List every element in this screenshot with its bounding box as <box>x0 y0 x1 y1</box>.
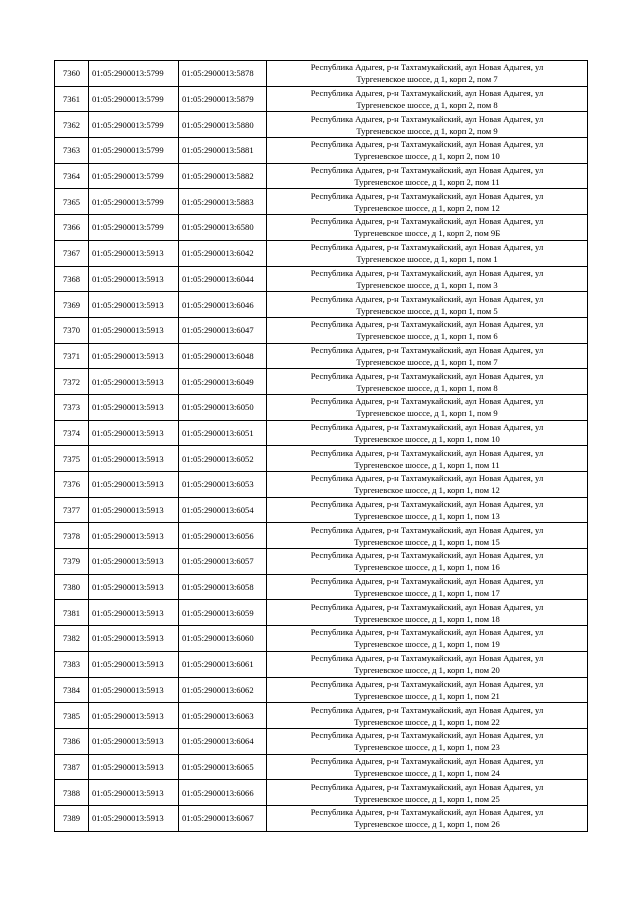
cadastral-number: 01:05:2900013:6062 <box>179 677 267 703</box>
address-line-1: Республика Адыгея, р-н Тахтамукайский, аул Новая Адыгея, ул <box>310 524 544 535</box>
address-cell <box>267 780 588 806</box>
table-row <box>55 549 588 575</box>
cadastral-number: 01:05:2900013:6064 <box>179 728 267 754</box>
row-number: 7371 <box>55 343 89 369</box>
address-line-2: Тургеневское шоссе, д 1, корп 2, пом 12 <box>354 202 500 213</box>
address-line-1: Республика Адыгея, р-н Тахтамукайский, аул Новая Адыгея, ул <box>310 550 544 561</box>
address-line-2: Тургеневское шоссе, д 1, корп 1, пом 24 <box>354 767 500 778</box>
table-row <box>55 420 588 446</box>
cadastral-number: 01:05:2900013:6050 <box>179 394 267 420</box>
address-line-2: Тургеневское шоссе, д 1, корп 1, пом 9 <box>356 408 498 419</box>
cadastral-number: 01:05:2900013:5882 <box>179 163 267 189</box>
row-number: 7382 <box>55 626 89 652</box>
row-number: 7377 <box>55 497 89 523</box>
table-row <box>55 369 588 395</box>
cadastral-number: 01:05:2900013:6580 <box>179 215 267 241</box>
table-row <box>55 163 588 189</box>
row-number: 7368 <box>55 266 89 292</box>
cadastral-number: 01:05:2900013:6042 <box>179 240 267 266</box>
address-line-1: Республика Адыгея, р-н Тахтамукайский, аул Новая Адыгея, ул <box>310 293 544 304</box>
address-line-2: Тургеневское шоссе, д 1, корп 1, пом 25 <box>354 793 500 804</box>
address-cell <box>267 86 588 112</box>
row-number: 7381 <box>55 600 89 626</box>
table-row <box>55 317 588 343</box>
cadastral-number: 01:05:2900013:6067 <box>179 805 267 831</box>
cadastral-number: 01:05:2900013:6044 <box>179 266 267 292</box>
parent-cadastral-number: 01:05:2900013:5913 <box>89 394 179 420</box>
address-line-2: Тургеневское шоссе, д 1, корп 1, пом 12 <box>354 485 500 496</box>
parent-cadastral-number: 01:05:2900013:5799 <box>89 61 179 87</box>
table-row <box>55 523 588 549</box>
row-number: 7384 <box>55 677 89 703</box>
table-row <box>55 600 588 626</box>
address-line-1: Республика Адыгея, р-н Тахтамукайский, аул Новая Адыгея, ул <box>310 627 544 638</box>
address-line-2: Тургеневское шоссе, д 1, корп 2, пом 7 <box>356 74 498 85</box>
table-row <box>55 266 588 292</box>
table-row <box>55 703 588 729</box>
address-line-2: Тургеневское шоссе, д 1, корп 1, пом 21 <box>354 690 500 701</box>
row-number: 7375 <box>55 446 89 472</box>
row-number: 7387 <box>55 754 89 780</box>
table-row <box>55 112 588 138</box>
address-cell <box>267 369 588 395</box>
address-cell <box>267 651 588 677</box>
address-cell <box>267 189 588 215</box>
address-line-2: Тургеневское шоссе, д 1, корп 2, пом 10 <box>354 151 500 162</box>
cadastral-number: 01:05:2900013:6065 <box>179 754 267 780</box>
address-line-1: Республика Адыгея, р-н Тахтамукайский, аул Новая Адыгея, ул <box>310 576 544 587</box>
parent-cadastral-number: 01:05:2900013:5913 <box>89 266 179 292</box>
cadastral-number: 01:05:2900013:6063 <box>179 703 267 729</box>
address-cell <box>267 677 588 703</box>
parent-cadastral-number: 01:05:2900013:5913 <box>89 703 179 729</box>
address-line-2: Тургеневское шоссе, д 1, корп 2, пом 8 <box>356 100 498 111</box>
address-line-1: Республика Адыгея, р-н Тахтамукайский, аул Новая Адыгея, ул <box>310 499 544 510</box>
address-cell <box>267 163 588 189</box>
address-line-1: Республика Адыгея, р-н Тахтамукайский, аул Новая Адыгея, ул <box>310 370 544 381</box>
table-row <box>55 472 588 498</box>
address-cell <box>267 446 588 472</box>
address-cell <box>267 240 588 266</box>
address-line-1: Республика Адыгея, р-н Тахтамукайский, аул Новая Адыгея, ул <box>310 396 544 407</box>
table-row <box>55 343 588 369</box>
address-line-1: Республика Адыгея, р-н Тахтамукайский, аул Новая Адыгея, ул <box>310 421 544 432</box>
parent-cadastral-number: 01:05:2900013:5799 <box>89 86 179 112</box>
address-line-1: Республика Адыгея, р-н Тахтамукайский, аул Новая Адыгея, ул <box>310 704 544 715</box>
parent-cadastral-number: 01:05:2900013:5913 <box>89 549 179 575</box>
row-number: 7363 <box>55 138 89 164</box>
address-line-1: Республика Адыгея, р-н Тахтамукайский, аул Новая Адыгея, ул <box>310 190 544 201</box>
row-number: 7385 <box>55 703 89 729</box>
row-number: 7367 <box>55 240 89 266</box>
address-line-2: Тургеневское шоссе, д 1, корп 1, пом 6 <box>356 331 498 342</box>
row-number: 7361 <box>55 86 89 112</box>
address-line-2: Тургеневское шоссе, д 1, корп 1, пом 23 <box>354 742 500 753</box>
address-line-2: Тургеневское шоссе, д 1, корп 2, пом 9Б <box>353 228 501 239</box>
parent-cadastral-number: 01:05:2900013:5913 <box>89 805 179 831</box>
address-line-2: Тургеневское шоссе, д 1, корп 1, пом 22 <box>354 716 500 727</box>
address-line-1: Республика Адыгея, р-н Тахтамукайский, аул Новая Адыгея, ул <box>310 319 544 330</box>
parent-cadastral-number: 01:05:2900013:5913 <box>89 728 179 754</box>
parent-cadastral-number: 01:05:2900013:5913 <box>89 292 179 318</box>
table-row <box>55 651 588 677</box>
cadastral-number: 01:05:2900013:6058 <box>179 574 267 600</box>
address-line-1: Республика Адыгея, р-н Тахтамукайский, аул Новая Адыгея, ул <box>310 88 544 99</box>
address-cell <box>267 420 588 446</box>
cadastral-number: 01:05:2900013:6046 <box>179 292 267 318</box>
parent-cadastral-number: 01:05:2900013:5913 <box>89 420 179 446</box>
cadastral-number: 01:05:2900013:5880 <box>179 112 267 138</box>
address-line-2: Тургеневское шоссе, д 1, корп 1, пом 16 <box>354 562 500 573</box>
cadastral-number: 01:05:2900013:6056 <box>179 523 267 549</box>
table-row <box>55 754 588 780</box>
address-cell <box>267 805 588 831</box>
row-number: 7362 <box>55 112 89 138</box>
document-table-container <box>54 60 587 832</box>
address-line-2: Тургеневское шоссе, д 1, корп 1, пом 17 <box>354 588 500 599</box>
cadastral-number: 01:05:2900013:6057 <box>179 549 267 575</box>
parent-cadastral-number: 01:05:2900013:5799 <box>89 189 179 215</box>
address-line-2: Тургеневское шоссе, д 1, корп 1, пом 19 <box>354 639 500 650</box>
address-line-1: Республика Адыгея, р-н Тахтамукайский, аул Новая Адыгея, ул <box>310 781 544 792</box>
address-cell <box>267 523 588 549</box>
address-cell <box>267 112 588 138</box>
address-cell <box>267 138 588 164</box>
address-line-2: Тургеневское шоссе, д 1, корп 1, пом 26 <box>354 819 500 830</box>
parent-cadastral-number: 01:05:2900013:5913 <box>89 369 179 395</box>
row-number: 7380 <box>55 574 89 600</box>
table-row <box>55 394 588 420</box>
cadastral-number: 01:05:2900013:6053 <box>179 472 267 498</box>
address-line-1: Республика Адыгея, р-н Тахтамукайский, аул Новая Адыгея, ул <box>310 653 544 664</box>
cadastral-number: 01:05:2900013:6051 <box>179 420 267 446</box>
cadastral-number: 01:05:2900013:5879 <box>179 86 267 112</box>
address-cell <box>267 472 588 498</box>
row-number: 7366 <box>55 215 89 241</box>
parent-cadastral-number: 01:05:2900013:5913 <box>89 472 179 498</box>
address-cell <box>267 266 588 292</box>
address-cell <box>267 703 588 729</box>
table-row <box>55 292 588 318</box>
address-line-2: Тургеневское шоссе, д 1, корп 1, пом 13 <box>354 511 500 522</box>
address-line-1: Республика Адыгея, р-н Тахтамукайский, аул Новая Адыгея, ул <box>310 165 544 176</box>
table-row <box>55 780 588 806</box>
cadastral-number: 01:05:2900013:6049 <box>179 369 267 395</box>
cadastral-number: 01:05:2900013:6059 <box>179 600 267 626</box>
parent-cadastral-number: 01:05:2900013:5799 <box>89 215 179 241</box>
parent-cadastral-number: 01:05:2900013:5913 <box>89 626 179 652</box>
parent-cadastral-number: 01:05:2900013:5799 <box>89 112 179 138</box>
cadastral-number: 01:05:2900013:5881 <box>179 138 267 164</box>
address-cell <box>267 61 588 87</box>
parent-cadastral-number: 01:05:2900013:5913 <box>89 446 179 472</box>
cadastral-number: 01:05:2900013:6048 <box>179 343 267 369</box>
table-row <box>55 215 588 241</box>
address-line-2: Тургеневское шоссе, д 1, корп 1, пом 10 <box>354 433 500 444</box>
table-row <box>55 626 588 652</box>
address-line-2: Тургеневское шоссе, д 1, корп 2, пом 9 <box>356 125 498 136</box>
parent-cadastral-number: 01:05:2900013:5913 <box>89 754 179 780</box>
address-line-2: Тургеневское шоссе, д 1, корп 1, пом 7 <box>356 356 498 367</box>
row-number: 7389 <box>55 805 89 831</box>
table-row <box>55 497 588 523</box>
address-line-1: Республика Адыгея, р-н Тахтамукайский, аул Новая Адыгея, ул <box>310 473 544 484</box>
parent-cadastral-number: 01:05:2900013:5799 <box>89 163 179 189</box>
parent-cadastral-number: 01:05:2900013:5913 <box>89 600 179 626</box>
address-line-2: Тургеневское шоссе, д 1, корп 1, пом 3 <box>356 279 498 290</box>
row-number: 7388 <box>55 780 89 806</box>
row-number: 7378 <box>55 523 89 549</box>
row-number: 7360 <box>55 61 89 87</box>
table-row <box>55 61 588 87</box>
address-line-1: Республика Адыгея, р-н Тахтамукайский, аул Новая Адыгея, ул <box>310 113 544 124</box>
cadastral-number: 01:05:2900013:5878 <box>179 61 267 87</box>
address-cell <box>267 754 588 780</box>
table-row <box>55 446 588 472</box>
address-cell <box>267 600 588 626</box>
address-line-1: Республика Адыгея, р-н Тахтамукайский, аул Новая Адыгея, ул <box>310 344 544 355</box>
address-line-2: Тургеневское шоссе, д 1, корп 1, пом 20 <box>354 665 500 676</box>
address-line-1: Республика Адыгея, р-н Тахтамукайский, аул Новая Адыгея, ул <box>310 730 544 741</box>
address-line-1: Республика Адыгея, р-н Тахтамукайский, аул Новая Адыгея, ул <box>310 139 544 150</box>
registry-table-body <box>55 61 588 832</box>
cadastral-number: 01:05:2900013:6047 <box>179 317 267 343</box>
cadastral-number: 01:05:2900013:6052 <box>179 446 267 472</box>
table-row <box>55 240 588 266</box>
address-line-1: Республика Адыгея, р-н Тахтамукайский, аул Новая Адыгея, ул <box>310 807 544 818</box>
row-number: 7374 <box>55 420 89 446</box>
address-line-2: Тургеневское шоссе, д 1, корп 2, пом 11 <box>354 177 500 188</box>
row-number: 7369 <box>55 292 89 318</box>
registry-table <box>54 60 588 832</box>
address-line-2: Тургеневское шоссе, д 1, корп 1, пом 15 <box>354 536 500 547</box>
address-line-1: Республика Адыгея, р-н Тахтамукайский, аул Новая Адыгея, ул <box>310 678 544 689</box>
parent-cadastral-number: 01:05:2900013:5913 <box>89 780 179 806</box>
table-row <box>55 189 588 215</box>
parent-cadastral-number: 01:05:2900013:5913 <box>89 574 179 600</box>
address-line-1: Республика Адыгея, р-н Тахтамукайский, аул Новая Адыгея, ул <box>310 242 544 253</box>
address-line-2: Тургеневское шоссе, д 1, корп 1, пом 1 <box>356 254 498 265</box>
row-number: 7379 <box>55 549 89 575</box>
parent-cadastral-number: 01:05:2900013:5913 <box>89 651 179 677</box>
row-number: 7376 <box>55 472 89 498</box>
cadastral-number: 01:05:2900013:6066 <box>179 780 267 806</box>
address-line-2: Тургеневское шоссе, д 1, корп 1, пом 18 <box>354 613 500 624</box>
address-cell <box>267 394 588 420</box>
parent-cadastral-number: 01:05:2900013:5913 <box>89 677 179 703</box>
address-cell <box>267 574 588 600</box>
row-number: 7383 <box>55 651 89 677</box>
row-number: 7386 <box>55 728 89 754</box>
address-cell <box>267 317 588 343</box>
address-line-2: Тургеневское шоссе, д 1, корп 1, пом 8 <box>356 382 498 393</box>
row-number: 7372 <box>55 369 89 395</box>
parent-cadastral-number: 01:05:2900013:5913 <box>89 240 179 266</box>
cadastral-number: 01:05:2900013:6060 <box>179 626 267 652</box>
table-row <box>55 677 588 703</box>
parent-cadastral-number: 01:05:2900013:5799 <box>89 138 179 164</box>
cadastral-number: 01:05:2900013:6061 <box>179 651 267 677</box>
address-line-1: Республика Адыгея, р-н Тахтамукайский, аул Новая Адыгея, ул <box>310 62 544 73</box>
cadastral-number: 01:05:2900013:5883 <box>179 189 267 215</box>
table-row <box>55 138 588 164</box>
address-cell <box>267 549 588 575</box>
address-line-1: Республика Адыгея, р-н Тахтамукайский, аул Новая Адыгея, ул <box>310 601 544 612</box>
table-row <box>55 805 588 831</box>
address-cell <box>267 292 588 318</box>
address-cell <box>267 497 588 523</box>
parent-cadastral-number: 01:05:2900013:5913 <box>89 343 179 369</box>
parent-cadastral-number: 01:05:2900013:5913 <box>89 497 179 523</box>
address-line-2: Тургеневское шоссе, д 1, корп 1, пом 5 <box>356 305 498 316</box>
address-line-1: Республика Адыгея, р-н Тахтамукайский, аул Новая Адыгея, ул <box>310 755 544 766</box>
address-cell <box>267 343 588 369</box>
address-line-1: Республика Адыгея, р-н Тахтамукайский, аул Новая Адыгея, ул <box>310 267 544 278</box>
parent-cadastral-number: 01:05:2900013:5913 <box>89 523 179 549</box>
table-row <box>55 574 588 600</box>
address-line-1: Республика Адыгея, р-н Тахтамукайский, аул Новая Адыгея, ул <box>310 216 544 227</box>
address-line-2: Тургеневское шоссе, д 1, корп 1, пом 11 <box>354 459 500 470</box>
row-number: 7370 <box>55 317 89 343</box>
parent-cadastral-number: 01:05:2900013:5913 <box>89 317 179 343</box>
address-cell <box>267 626 588 652</box>
table-row <box>55 728 588 754</box>
row-number: 7365 <box>55 189 89 215</box>
cadastral-number: 01:05:2900013:6054 <box>179 497 267 523</box>
address-line-1: Республика Адыгея, р-н Тахтамукайский, аул Новая Адыгея, ул <box>310 447 544 458</box>
address-cell <box>267 728 588 754</box>
row-number: 7364 <box>55 163 89 189</box>
address-cell <box>267 215 588 241</box>
table-row <box>55 86 588 112</box>
row-number: 7373 <box>55 394 89 420</box>
